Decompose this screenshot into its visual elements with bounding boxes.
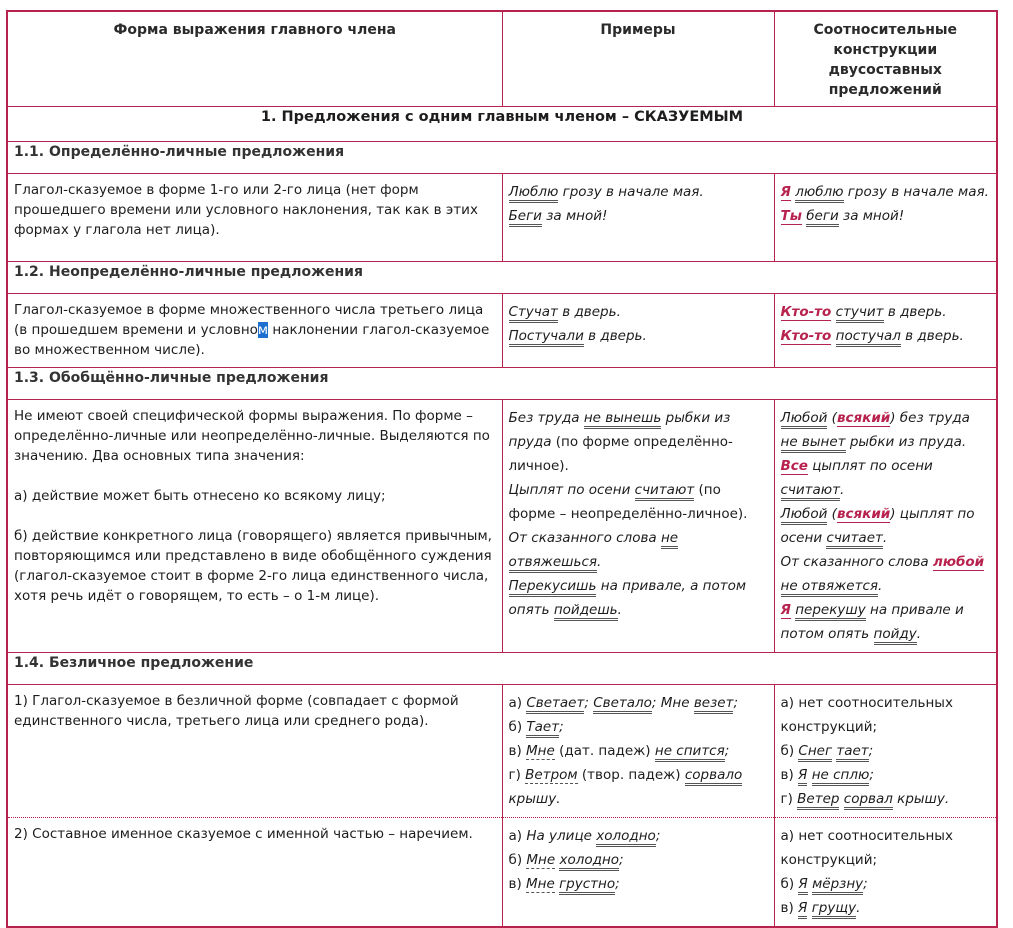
text: в) [780,900,799,916]
text: грозу в начале мая. [843,184,989,200]
predicate: Стучат [509,304,558,323]
note: (твор. падеж) [577,767,685,783]
table-row [7,818,997,928]
text: Без труда [508,410,584,426]
text: в) [508,876,527,892]
predicate: холодно [559,852,619,871]
text: ; [655,828,661,844]
predicate: мёрзну [812,876,863,895]
description-cell: Глагол-сказуемое в форме 1-го или 2-го лица (нет форм прошедшего времени или условного наклонения, так как в этих формах у глагола нет лица). [7,174,502,262]
subject: Кто-то [780,304,832,320]
predicate: пойдешь [554,602,618,621]
text: ) [890,506,896,522]
note: (дат. падеж) [554,743,655,759]
text: в дверь. [900,328,964,344]
predicate: Перекусишь [509,578,597,597]
subject: любой [932,554,985,570]
examples-cell [502,400,774,653]
text: за мной! [541,208,608,224]
text: б) [780,743,799,759]
text-selection: м [257,322,269,338]
text: ; Мне [651,695,694,711]
text: ; [584,695,594,711]
predicate: сорвало [685,767,742,786]
examples-cell [502,294,774,368]
text: рыбки из пруда [508,410,731,450]
text: . [597,554,602,570]
section-title: 1. Предложения с одним главным членом – СКАЗУЕМЫМ [7,107,997,142]
text: г) [508,767,526,783]
text: грозу в начале мая. [558,184,704,200]
predicate: Беги [509,208,542,227]
predicate: Светало [593,695,652,714]
subject: Снег [798,743,832,762]
text: От сказанного слова [508,530,661,546]
predicate: люблю [795,184,843,203]
text: а) [508,828,527,844]
text: Глагол-сказуемое в форме множественного числа третьего лица (в прошедшем времени и условно [14,302,484,338]
note: (по форме – неопределённо-личное). [508,482,748,522]
text: . [856,900,861,916]
table-row [7,174,997,262]
predicate: не вынешь [584,410,661,429]
text: . [916,626,921,642]
predicate: Светает [526,695,584,714]
predicate: считает [826,530,882,549]
paragraph: Не имеют своей специфической формы выражения. По форме – определённо-личные или неопределённо-личные. Выделяются по значению. Два основных типа значения: [14,408,490,464]
subsection-title-1-2: 1.2. Неопределённо-личные предложения [7,262,997,294]
predicate: грустно [559,876,615,895]
text: ; [559,719,564,735]
text: в дверь. [583,328,647,344]
table-row [7,685,997,818]
text: От сказанного слова [780,554,933,570]
subject: всякий [836,410,891,426]
predicate: Тает [526,719,559,738]
subsection-row [7,142,997,174]
text: без труда [895,410,970,426]
predicate: считают [635,482,695,501]
subsection-row [7,653,997,685]
predicate: не спится [655,743,725,762]
text: ; [619,852,624,868]
text: б) [508,719,527,735]
text: . [617,602,622,618]
text: в дверь. [557,304,621,320]
text: цыплят по осени [780,506,975,546]
text: ) [890,410,896,426]
text: б) [508,852,527,868]
text: ( [827,410,837,426]
predicate: пойду [874,626,917,645]
predicate: считают [781,482,841,501]
subject: Кто-то [780,328,832,344]
grammar-table [6,10,998,928]
predicate: не вынет [781,434,846,453]
clipped-title-strip [6,0,996,8]
predicate: не сплю [812,767,870,786]
subject: Любой [781,506,828,525]
subject: Я [780,602,791,618]
object: Мне [526,743,555,759]
predicate: Люблю [509,184,559,203]
subject: Я [798,900,807,919]
predicate: везет [694,695,734,714]
predicate: сорвал [844,791,893,810]
examples-cell [502,174,774,262]
text: Цыплят по осени [508,482,635,498]
examples-cell [502,685,774,818]
subsection-row [7,368,997,400]
object: Мне [526,852,556,868]
table-row [7,400,997,653]
note: (по форме определённо-личное). [508,434,733,474]
text: ; [869,767,874,783]
predicate: тает [836,743,868,762]
text: в дверь. [883,304,947,320]
subject: Я [780,184,791,200]
subsection-row [7,262,997,294]
text: за мной! [838,208,905,224]
predicate: не отвяжешься [509,530,679,573]
description-cell [7,400,502,653]
table-row [7,294,997,368]
text: на привале и потом опять [780,602,964,642]
text: ; [724,743,730,759]
header-row [7,11,997,107]
object: Мне [526,876,555,892]
text: крышу. [892,791,950,807]
section-row [7,107,997,142]
text: . [840,482,845,498]
predicate: не отвяжется [781,578,879,597]
examples-cell [502,818,774,928]
subject: Любой [781,410,828,429]
description-cell: 2) Составное именное сказуемое с именной частью – наречием. [7,818,502,928]
header-examples: Примеры [502,11,774,107]
correlative-cell [774,818,997,928]
predicate: стучит [836,304,884,323]
text: . [878,578,883,594]
text: ; [733,695,739,711]
subject: Все [780,458,808,474]
text: г) [780,791,798,807]
subject: всякий [836,506,891,522]
text: цыплят по осени [807,458,933,474]
text: ; [615,876,620,892]
predicate: постучал [836,328,901,347]
text: в) [780,767,799,783]
subsection-title-1-4: 1.4. Безличное предложение [7,653,997,685]
subject: Я [798,767,807,786]
subject: Ветер [797,791,839,810]
paragraph: б) действие конкретного лица (говорящего) является привычным, повторяющимся или представлено в виде обобщённого суждения (глагол-сказуемое стоит в форме 2-го лица единственного числа, хотя речь идёт о говорящем, то есть – о 1-м лице). [14,528,492,604]
header-correlative: Соотносительные конструкции двусоставных предложений [774,11,997,107]
text: а) нет соотносительных конструкций; [780,828,953,868]
correlative-cell [774,685,997,818]
text: . [882,530,888,546]
subsection-title-1-3: 1.3. Обобщённо-личные предложения [7,368,997,400]
correlative-cell [774,174,997,262]
object: Ветром [525,767,578,783]
header-form: Форма выражения главного члена [7,11,502,107]
correlative-cell [774,294,997,368]
description-cell [7,294,502,368]
text: На улице [526,828,597,844]
predicate: перекушу [795,602,866,621]
text: рыбки из пруда. [845,434,967,450]
correlative-cell [774,400,997,653]
text: наклонении глагол-сказуемое во множественном числе). [14,322,490,358]
text: в) [508,743,527,759]
text: ; [863,876,868,892]
subject: Я [798,876,807,895]
text: крышу. [508,791,561,807]
predicate: холодно [596,828,656,847]
predicate: Постучали [509,328,584,347]
subsection-title-1-1: 1.1. Определённо-личные предложения [7,142,997,174]
paragraph: а) действие может быть отнесено ко всякому лицу; [14,488,386,504]
description-cell: 1) Глагол-сказуемое в безличной форме (совпадает с формой единственного числа, третьего лица или среднего рода). [7,685,502,818]
predicate: беги [806,208,839,227]
text: а) [508,695,527,711]
text: ; [868,743,874,759]
text: на привале, а потом опять [508,578,747,618]
subject: Ты [780,208,802,224]
predicate: грущу [812,900,856,919]
text: ( [827,506,837,522]
text: б) [780,876,799,892]
text: а) нет соотносительных конструкций; [780,695,953,735]
